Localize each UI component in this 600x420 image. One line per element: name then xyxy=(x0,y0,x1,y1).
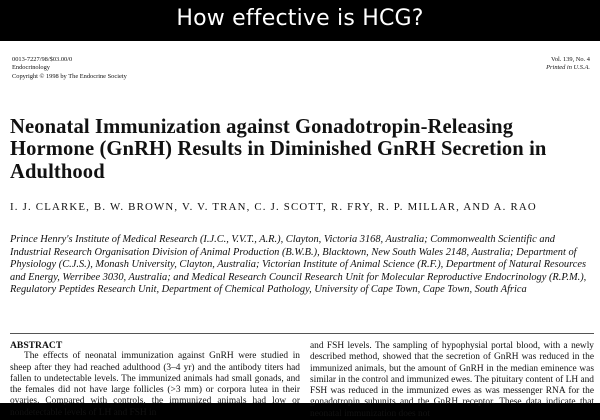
abstract-text-left: The effects of neonatal immunization against GnRH were studied in sheep after they had reached adulthood (3–4 yr) and the antibody titers had fallen to undetectable levels. The immunized animals had small gonads, and the females did not have large follicles (>3 mm) or corpora lutea in their ovaries. Compared with controls, the immunized animals had low or nondetectable levels of LH and FSH in xyxy=(10,351,300,418)
journal-name: Endocrinology xyxy=(12,64,50,72)
journal-metadata xyxy=(12,56,127,81)
volume-number: Vol. 139, No. 4 xyxy=(551,56,590,63)
copyright-line: Copyright © 1998 by The Endocrine Society xyxy=(12,72,127,80)
slide-title: How effective is HCG? xyxy=(176,6,424,31)
abstract-heading: ABSTRACT xyxy=(10,340,63,351)
author-list: I. J. CLARKE, B. W. BROWN, V. V. TRAN, C. J. SCOTT, R. FRY, R. P. MILLAR, AND A. RAO xyxy=(10,201,537,213)
printed-in: Printed in U.S.A. xyxy=(546,64,590,72)
doi-code: 0013-7227/98/$03.00/0 xyxy=(12,56,73,63)
author-affiliations: Prince Henry's Institute of Medical Research (I.J.C., V.V.T., A.R.), Clayton, Victoria 3168, Australia; Commonwealth Scientific and Industrial Research Organisation Division of Animal Production (B.W.B.), Blacktown, New South Wales 2148, Australia; Department of Physiology (C.J.S.), Monash University, Clayton, Australia; Victorian Institute of Animal Science (R.F.), Department of Natural Resources and Energy, Werribee 3030, Australia; and Medical Research Council Research Unit for Molecular Reproductive Endocrinology (R.P.M.), Regulatory Peptides Research Unit, Department of Chemical Pathology, University of Cape Town, Cape Town, South Africa xyxy=(10,234,587,296)
abstract-column-left xyxy=(10,340,300,419)
paper-page xyxy=(0,41,600,419)
section-divider xyxy=(10,333,594,334)
article-title: Neonatal Immunization against Gonadotropin-Releasing Hormone (GnRH) Results in Diminished GnRH Secretion in Adulthood xyxy=(10,116,547,183)
abstract-text-right: and FSH levels. The sampling of hypophysial portal blood, with a newly described method, showed that the secretion of GnRH was reduced in the immunized animals, but the amount of GnRH in the median eminence was similar in the control and immunized ewes. The pituitary content of LH and FSH was reduced in the immunized ewes as was messenger RNA for the gonadotropin subunits and the GnRH receptor. These data indicate that neonatal immunization does not xyxy=(310,341,594,419)
abstract-column-right xyxy=(310,341,594,420)
volume-metadata xyxy=(546,56,590,73)
